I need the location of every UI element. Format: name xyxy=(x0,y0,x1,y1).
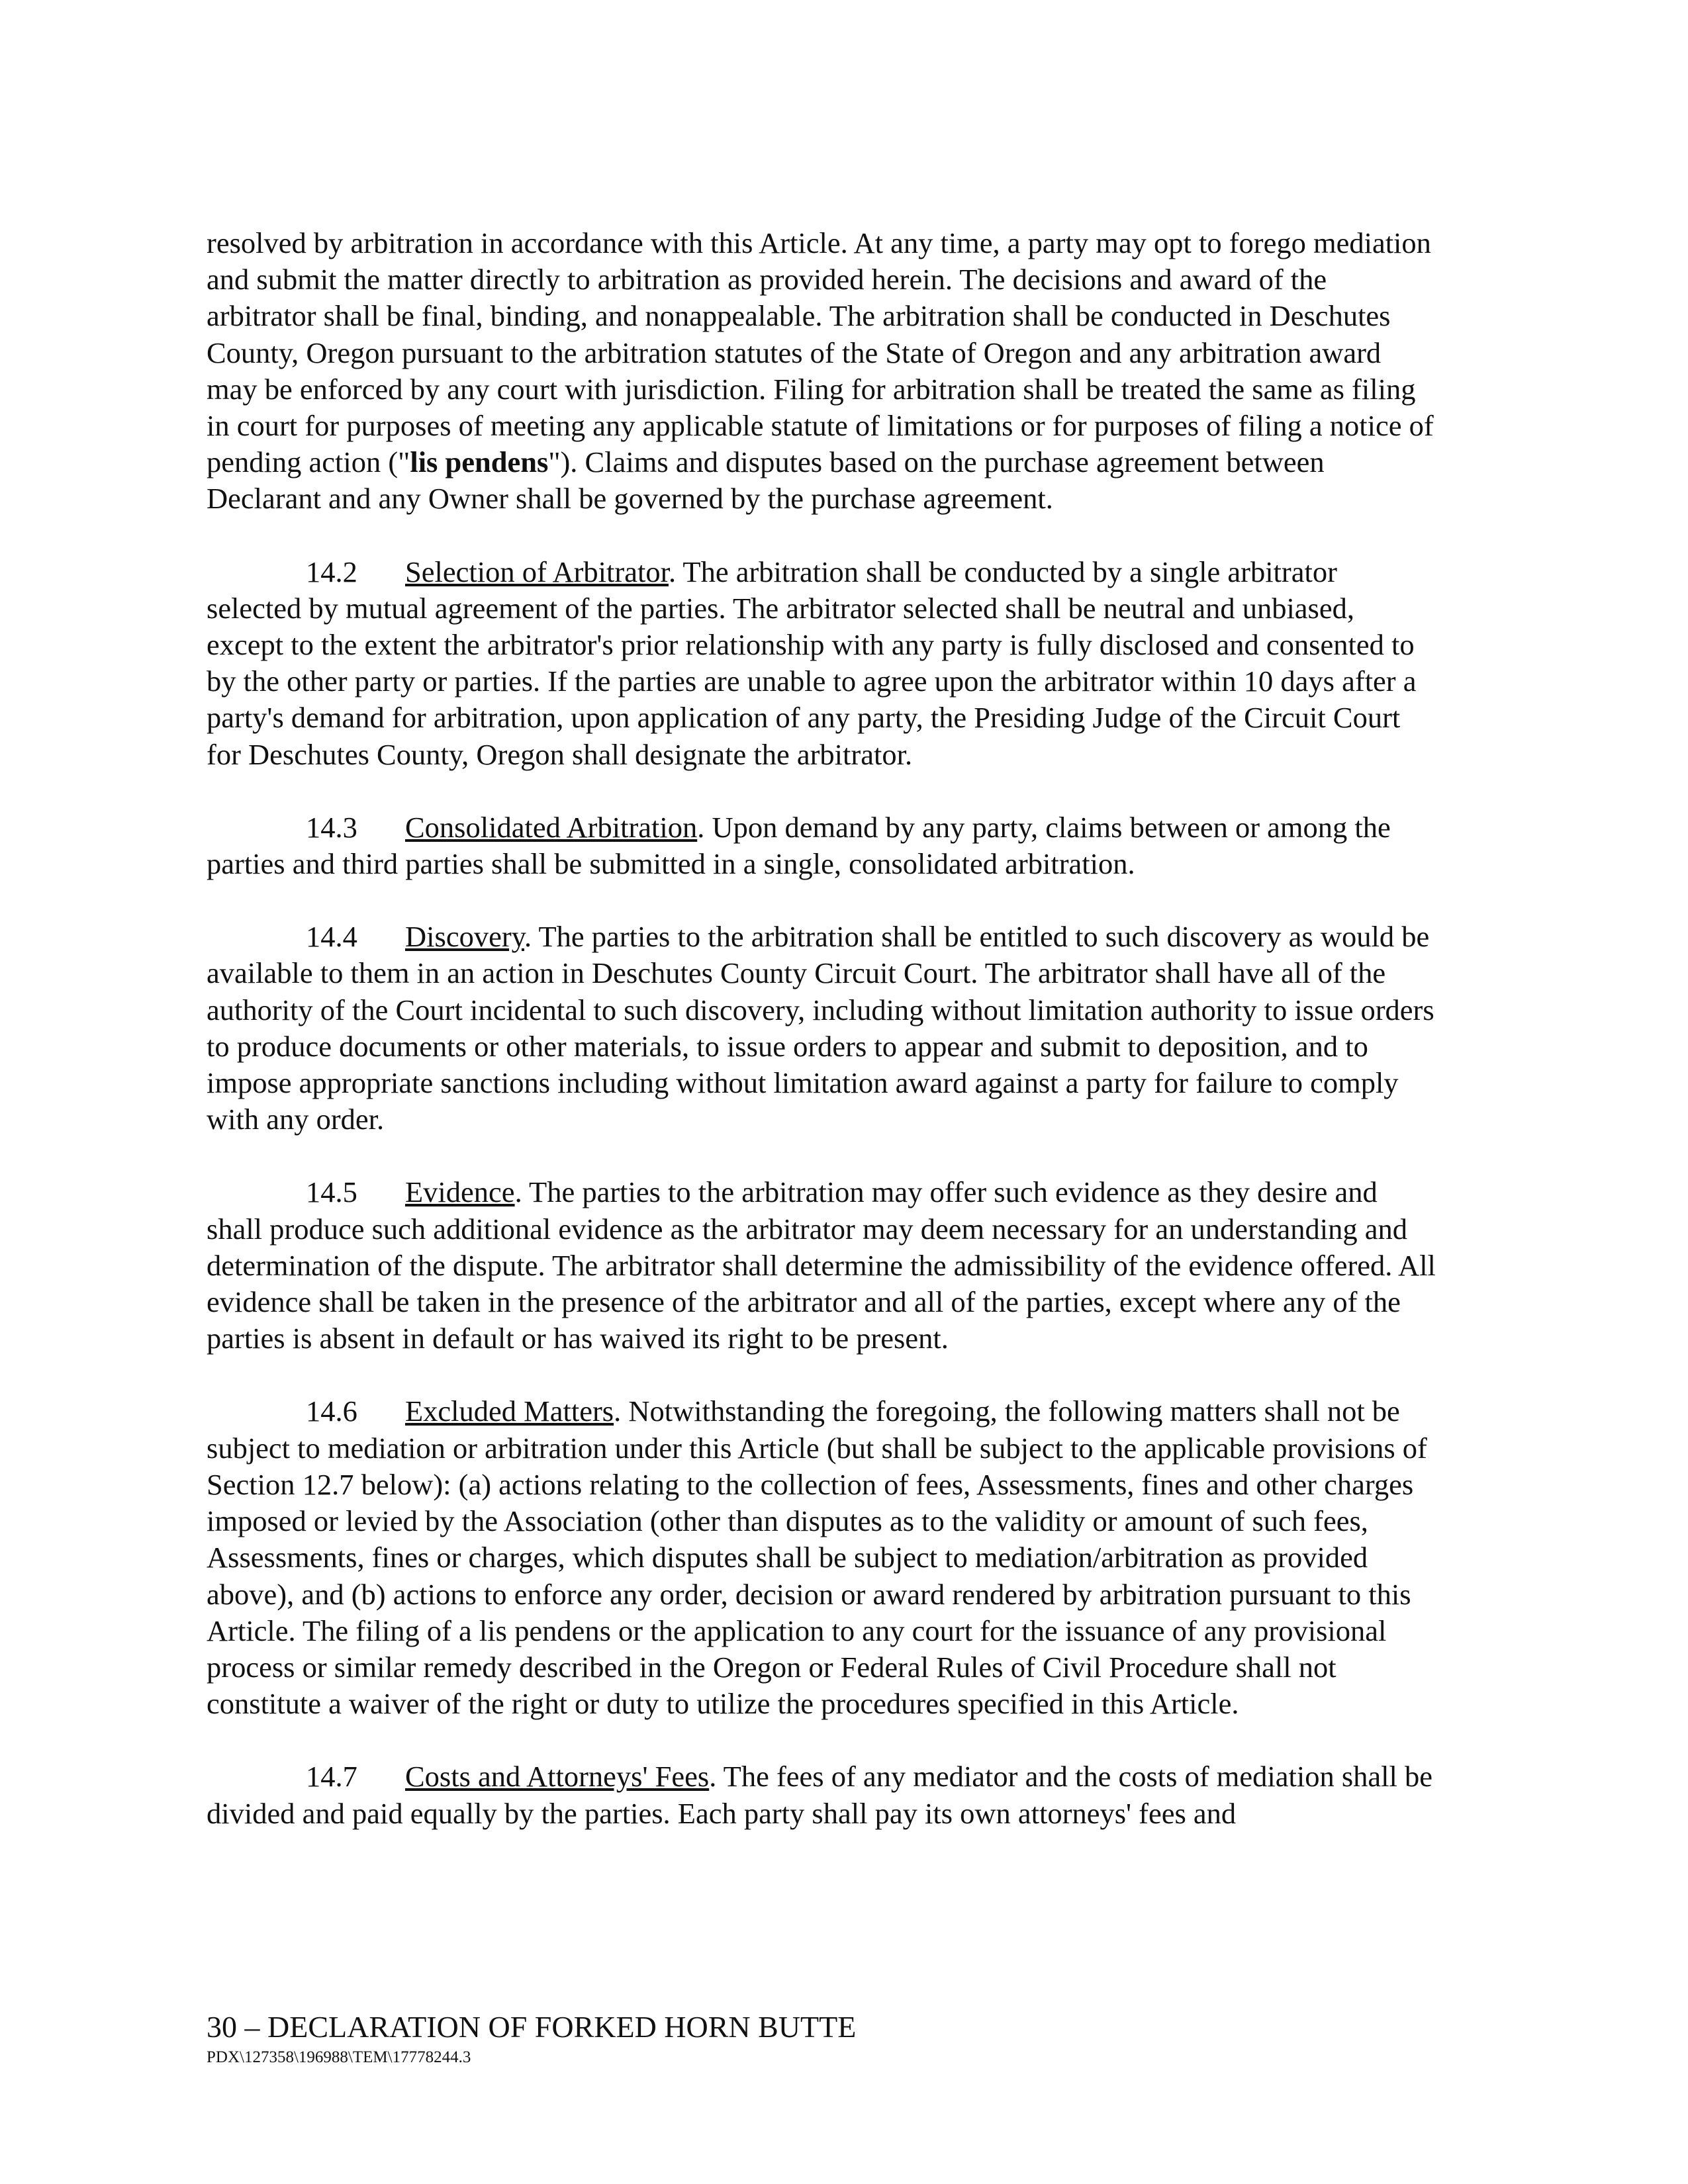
section-number: 14.4 xyxy=(306,920,357,954)
section-text: . Notwithstanding the foregoing, the following matters shall not be subject to mediation or arbitration under this Article (but shall be subject to the applicable provisions of Section 12.7 below): (a) actions relating to the collection of fees, Assessments, fines and other charges imposed or levied by the Association (other than disputes as to the validity or amount of such fees, Assessments, fines or charges, which disputes shall be subject to mediation/arbitration as provided above), and (b) actions to enforce any order, decision or award rendered by arbitration pursuant to this Article. The filing of a lis pendens or the application to any court for the issuance of any provisional process or similar remedy described in the Oregon or Federal Rules of Civil Procedure shall not constitute a waiver of the right or duty to utilize the procedures specified in this Article. xyxy=(207,1394,1427,1721)
footer-title: 30 – DECLARATION OF FORKED HORN BUTTE xyxy=(207,2010,857,2044)
section-text: . The fees of any mediator and the costs of mediation shall be divided and paid equally by the parties. Each party shall pay its own attorneys' fees and xyxy=(207,1760,1433,1830)
section-number: 14.2 xyxy=(306,555,357,588)
section-number: 14.3 xyxy=(306,810,357,844)
section-heading: Discovery xyxy=(405,920,524,954)
lis-pendens-term: lis pendens xyxy=(410,445,549,479)
section-heading: Selection of Arbitrator xyxy=(405,555,669,588)
section-14-7 xyxy=(207,1758,1438,1831)
section-heading: Evidence xyxy=(405,1175,515,1209)
section-14-3 xyxy=(207,809,1438,882)
section-text: . The parties to the arbitration may offer such evidence as they desire and shall produce such additional evidence as the arbitrator may deem necessary for an understanding and determination of the dispute. The arbitrator shall determine the admissibility of the evidence offered. All evidence shall be taken in the presence of the arbitrator and all of the parties, except where any of the parties is absent in default or has waived its right to be present. xyxy=(207,1175,1436,1355)
section-text: . The arbitration shall be conducted by a single arbitrator selected by mutual agreement of the parties. The arbitrator selected shall be neutral and unbiased, except to the extent the arbitrator's prior relationship with any party is fully disclosed and consented to by the other party or parties. If the parties are unable to agree upon the arbitrator within 10 days after a party's demand for arbitration, upon application of any party, the Presiding Judge of the Circuit Court for Deschutes County, Oregon shall designate the arbitrator. xyxy=(207,555,1417,771)
section-text: . Upon demand by any party, claims between or among the parties and third parties shall be submitted in a single, consolidated arbitration. xyxy=(207,810,1391,881)
footer-document-id: PDX\127358\196988\TEM\17778244.3 xyxy=(207,2048,471,2066)
intro-text-pre: resolved by arbitration in accordance with this Article. At any time, a party may opt to forego mediation and submit the matter directly to arbitration as provided herein. The decisions and award of the arbitrator shall be final, binding, and nonappealable. The arbitration shall be conducted in Deschutes County, Oregon pursuant to the arbitration statutes of the State of Oregon and any arbitration award may be enforced by any court with jurisdiction. Filing for arbitration shall be treated the same as filing in court for purposes of meeting any applicable statute of limitations or for purposes of filing a notice of pending action (" xyxy=(207,226,1434,479)
section-number: 14.6 xyxy=(306,1394,357,1428)
document-body xyxy=(207,225,1438,1868)
intro-text-post: "). Claims and disputes based on the purchase agreement between Declarant and any Owner shall be governed by the purchase agreement. xyxy=(207,445,1325,516)
section-14-5 xyxy=(207,1174,1438,1357)
section-number: 14.7 xyxy=(306,1760,357,1794)
section-14-2 xyxy=(207,554,1438,773)
section-number: 14.5 xyxy=(306,1175,357,1209)
section-14-6 xyxy=(207,1393,1438,1722)
intro-paragraph xyxy=(207,225,1438,518)
section-heading: Consolidated Arbitration xyxy=(405,810,698,844)
section-heading: Excluded Matters xyxy=(405,1394,614,1428)
section-14-4 xyxy=(207,919,1438,1138)
section-text: . The parties to the arbitration shall be entitled to such discovery as would be available to them in an action in Deschutes County Circuit Court. The arbitrator shall have all of the authority of the Court incidental to such discovery, including without limitation authority to issue orders to produce documents or other materials, to issue orders to appear and submit to deposition, and to impose appropriate sanctions including without limitation award against a party for failure to comply with any order. xyxy=(207,920,1434,1136)
section-heading: Costs and Attorneys' Fees xyxy=(405,1760,710,1794)
